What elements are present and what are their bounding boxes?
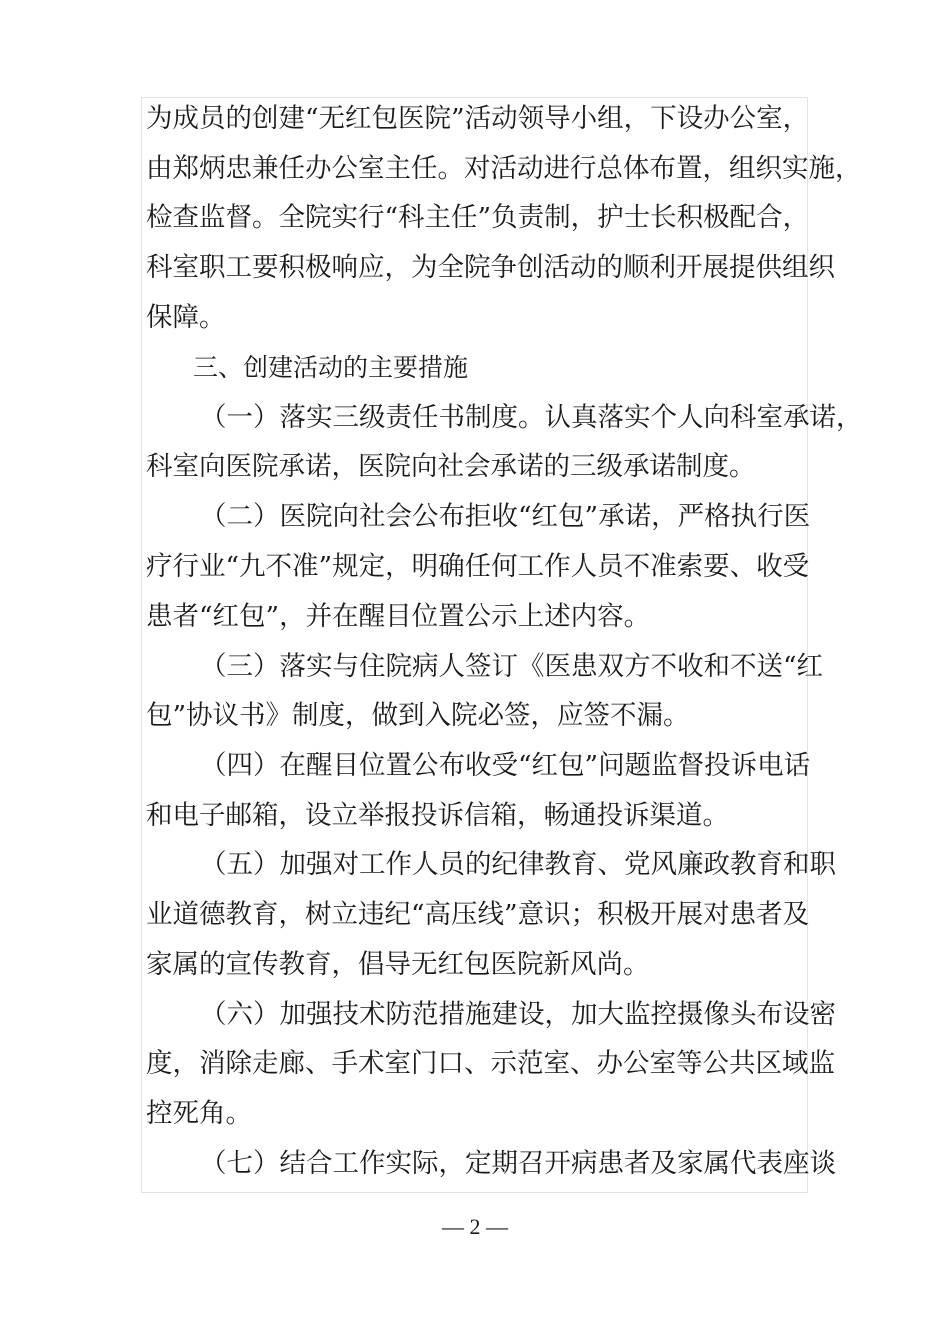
measure-4-line-1: （四）在醒目位置公布收受“红包”问题监督投诉电话 [200,750,811,781]
measure-2-line-1: （二）医院向社会公布拒收“红包”承诺，严格执行医 [200,501,811,532]
body-line-3: 检查监督。全院实行“科主任”负责制，护士长积极配合， [146,202,810,233]
body-line-4: 科室职工要积极响应，为全院争创活动的顺利开展提供组织 [146,252,835,283]
measure-3-line-1: （三）落实与住院病人签订《医患双方不收和不送“红 [200,651,824,682]
measure-2-line-2: 疗行业“九不准”规定，明确任何工作人员不准索要、收受 [146,551,810,582]
measure-4-line-2: 和电子邮箱，设立举报投诉信箱，畅通投诉渠道。 [146,800,729,831]
measure-2-line-3: 患者“红包”，并在醒目位置公示上述内容。 [146,601,651,632]
measure-5-line-1: （五）加强对工作人员的纪律教育、党风廉政教育和职 [200,849,836,880]
page-number: — 2 — [442,1214,508,1239]
body-line-2: 由郑炳忠兼任办公室主任。对活动进行总体布置，组织实施， [146,153,862,184]
measure-3-line-2: 包”协议书》制度，做到入院必签，应签不漏。 [146,700,690,731]
measure-6-line-1: （六）加强技术防范措施建设，加大监控摄像头布设密 [200,999,836,1030]
measure-6-line-3: 控死角。 [146,1098,252,1129]
measure-1-line-2: 科室向医院承诺，医院向社会承诺的三级承诺制度。 [146,451,756,482]
body-line-5: 保障。 [146,302,226,333]
measure-7-line-1: （七）结合工作实际，定期召开病患者及家属代表座谈 [200,1148,836,1179]
measure-6-line-2: 度，消除走廊、手术室门口、示范室、办公室等公共区域监 [146,1048,835,1079]
measure-5-line-3: 家属的宣传教育，倡导无红包医院新风尚。 [146,949,650,980]
measure-5-line-2: 业道德教育，树立违纪“高压线”意识；积极开展对患者及 [146,899,810,930]
section-heading: 三、创建活动的主要措施 [193,353,469,382]
measure-1-line-1: （一）落实三级责任书制度。认真落实个人向科室承诺， [200,402,863,433]
body-line-1: 为成员的创建“无红包医院”活动领导小组，下设办公室， [146,103,810,134]
